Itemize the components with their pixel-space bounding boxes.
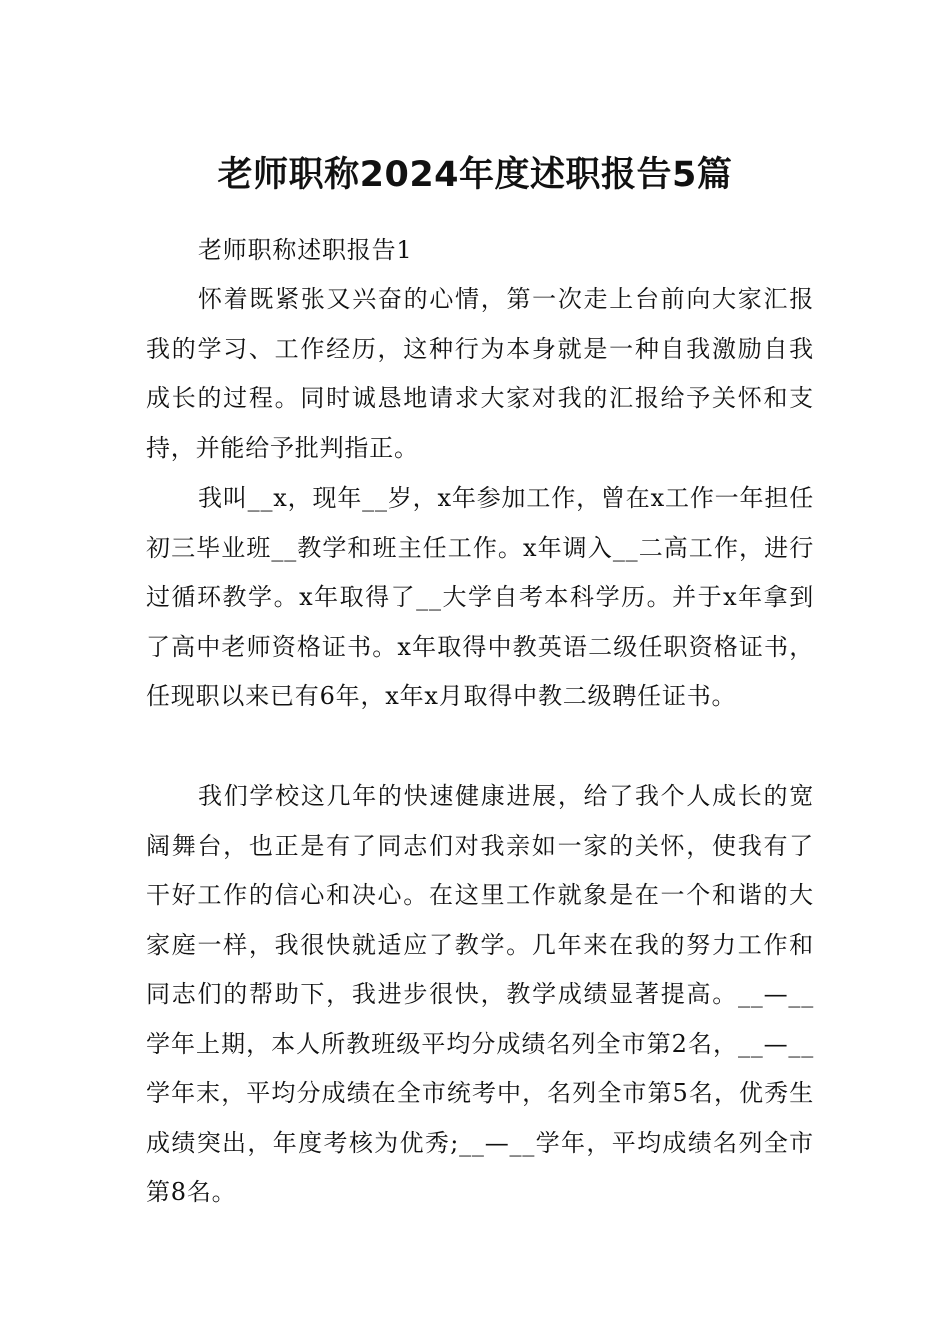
document-title: 老师职称2024年度述职报告5篇	[217, 155, 733, 196]
paragraph-3: 我们学校这几年的快速健康进展，给了我个人成长的宽阔舞台，也正是有了同志们对我亲如一家的关怀，使我有了干好工作的信心和决心。在这里工作就象是在一个和谐的大家庭一样，我很快就适应了教学。几年来在我的努力工作和同志们的帮助下，我进步很快，教学成绩显著提高。__—__学年上期，本人所教班级平均分成绩名列全市第2名，__—__学年末，平均分成绩在全市统考中，名列全市第5名，优秀生成绩突出，年度考核为优秀;__—__学年，平均成绩名列全市第8名。	[146, 782, 814, 1206]
section-heading: 老师职称述职报告1	[198, 236, 413, 264]
paragraph-2: 我叫__x，现年__岁，x年参加工作，曾在x工作一年担任初三毕业班__教学和班主任工作。x年调入__二高工作，进行过循环教学。x年取得了__大学自考本科学历。并于x年拿到了高中老师资格证书。x年取得中教英语二级任职资格证书，任现职以来已有6年，x年x月取得中教二级聘任证书。	[146, 484, 814, 710]
paragraph-1: 怀着既紧张又兴奋的心情，第一次走上台前向大家汇报我的学习、工作经历，这种行为本身就是一种自我激励自我成长的过程。同时诚恳地请求大家对我的汇报给予关怀和支持，并能给予批判指正。	[146, 285, 814, 462]
